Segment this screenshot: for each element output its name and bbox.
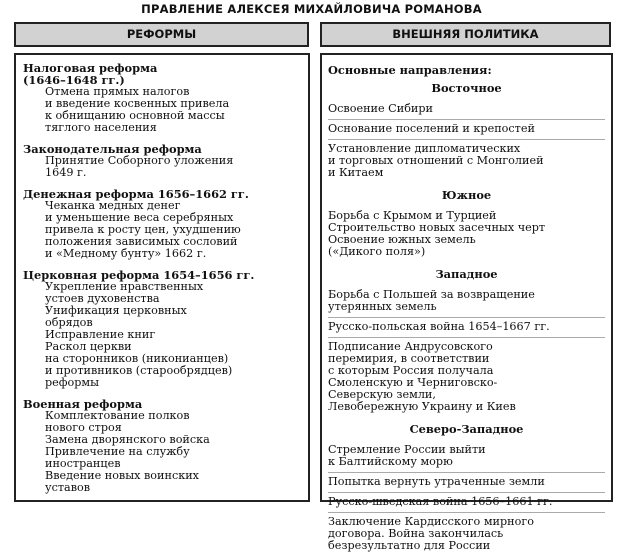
reform-item: Введение новых воинских [45, 469, 199, 482]
reform-section [23, 62, 302, 134]
reform-item: на сторонников (никонианцев) [45, 352, 229, 365]
reform-item: и «Медному бунту» 1662 г. [45, 247, 207, 260]
direction-item-line: утерянных земель [328, 300, 437, 313]
reform-item: и противников (старообрядцев) [45, 364, 233, 377]
direction-heading: Южное [441, 188, 492, 202]
reform-item: Исправление книг [45, 328, 156, 341]
direction-item-line: Строительство новых засечных черт [328, 221, 546, 234]
direction-item [328, 441, 605, 472]
direction-item [328, 100, 605, 119]
direction-heading: Восточное [431, 81, 502, 95]
direction-item-line: Борьба с Крымом и Турцией [328, 209, 497, 222]
reform-item: Принятие Соборного уложения [45, 154, 234, 167]
reform-item: Чеканка медных денег [45, 199, 181, 212]
reform-item: тяглого населения [45, 121, 157, 134]
reform-item: положения зависимых сословий [45, 235, 238, 248]
reform-title: Церковная реформа 1654–1656 гг. [23, 268, 255, 282]
reform-item: к обнищанию основной массы [45, 109, 225, 122]
direction-item-line: Русско-польская война 1654–1667 гг. [328, 320, 550, 333]
direction-item [328, 472, 605, 492]
foreign-policy-header: ВНЕШНЯЯ ПОЛИТИКА [320, 22, 611, 47]
reform-item: и введение косвенных привела [45, 97, 230, 110]
reform-item: и уменьшение веса серебряных [45, 211, 234, 224]
direction-item-line: с которым Россия получала [328, 364, 494, 377]
fp-directions [328, 82, 605, 556]
direction-item-line: Подписание Андрусовского [328, 340, 493, 353]
reform-item: Привлечение на службу [45, 445, 190, 458]
direction-item-line: («Дикого поля») [328, 245, 426, 258]
reform-item: Унификация церковных [45, 304, 187, 317]
foreign-policy-column [320, 53, 613, 552]
reform-item: Укрепление нравственных [45, 280, 204, 293]
direction-item [328, 119, 605, 139]
direction-item-line: Установление дипломатических [328, 142, 521, 155]
direction-item-line: договора. Война закончилась [328, 527, 504, 540]
direction-item [328, 337, 605, 417]
reform-section [23, 188, 302, 260]
reform-item: нового строя [45, 421, 122, 434]
reform-item: Отмена прямых налогов [45, 85, 190, 98]
reform-section [23, 143, 302, 179]
direction-item [328, 512, 605, 556]
reform-item: привела к росту цен, ухудшению [45, 223, 241, 236]
direction-item [328, 207, 605, 262]
direction-item-line: Основание поселений и крепостей [328, 122, 535, 135]
reform-title: Военная реформа [23, 397, 143, 411]
direction-item [328, 317, 605, 337]
direction-heading: Северо-Западное [409, 422, 524, 436]
reforms-column [14, 53, 310, 502]
reform-item: Раскол церкви [45, 340, 132, 353]
direction-item-line: Освоение южных земель [328, 233, 476, 246]
direction-item-line: Освоение Сибири [328, 102, 434, 115]
direction-item-line: безрезультатно для России [328, 539, 491, 552]
direction-item [328, 139, 605, 183]
direction-item-line: Стремление России выйти [328, 443, 486, 456]
direction-item-line: Русско-шведская война 1656–1661 гг. [328, 495, 553, 508]
reform-item: Комплектование полков [45, 409, 190, 422]
direction-item-line: к Балтийскому морю [328, 455, 453, 468]
reform-title: Законодательная реформа [23, 142, 202, 156]
reform-title: (1646–1648 гг.) [23, 73, 125, 87]
reform-title: Денежная реформа 1656–1662 гг. [23, 187, 249, 201]
direction-item-line: Северскую земли, [328, 388, 436, 401]
reform-item: обрядов [45, 316, 93, 329]
reform-section [23, 398, 302, 494]
reform-title: Налоговая реформа [23, 61, 158, 75]
direction-item [328, 492, 605, 512]
reforms-header: РЕФОРМЫ [14, 22, 309, 47]
direction-item-line: Борьба с Польшей за возвращение [328, 288, 535, 301]
direction-item-line: Левобережную Украину и Киев [328, 400, 516, 413]
page-title: ПРАВЛЕНИЕ АЛЕКСЕЯ МИХАЙЛОВИЧА РОМАНОВА [141, 2, 482, 16]
reform-item: реформы [45, 376, 100, 389]
direction-item [328, 286, 605, 317]
reform-item: Замена дворянского войска [45, 433, 210, 446]
direction-item-line: Попытка вернуть утраченные земли [328, 475, 545, 488]
fp-title: Основные направления: [328, 63, 492, 77]
direction-item-line: перемирия, в соответствии [328, 352, 490, 365]
reform-section [23, 269, 302, 389]
reform-item: устоев духовенства [45, 292, 160, 305]
direction-heading: Западное [435, 267, 498, 281]
direction-item-line: и торговых отношений с Монголией [328, 154, 544, 167]
reform-item: иностранцев [45, 457, 121, 470]
reform-item: уставов [45, 481, 91, 494]
direction-item-line: Смоленскую и Черниговско- [328, 376, 498, 389]
direction-item-line: и Китаем [328, 166, 384, 179]
direction-item-line: Заключение Кардисского мирного [328, 515, 534, 528]
reform-item: 1649 г. [45, 166, 87, 179]
